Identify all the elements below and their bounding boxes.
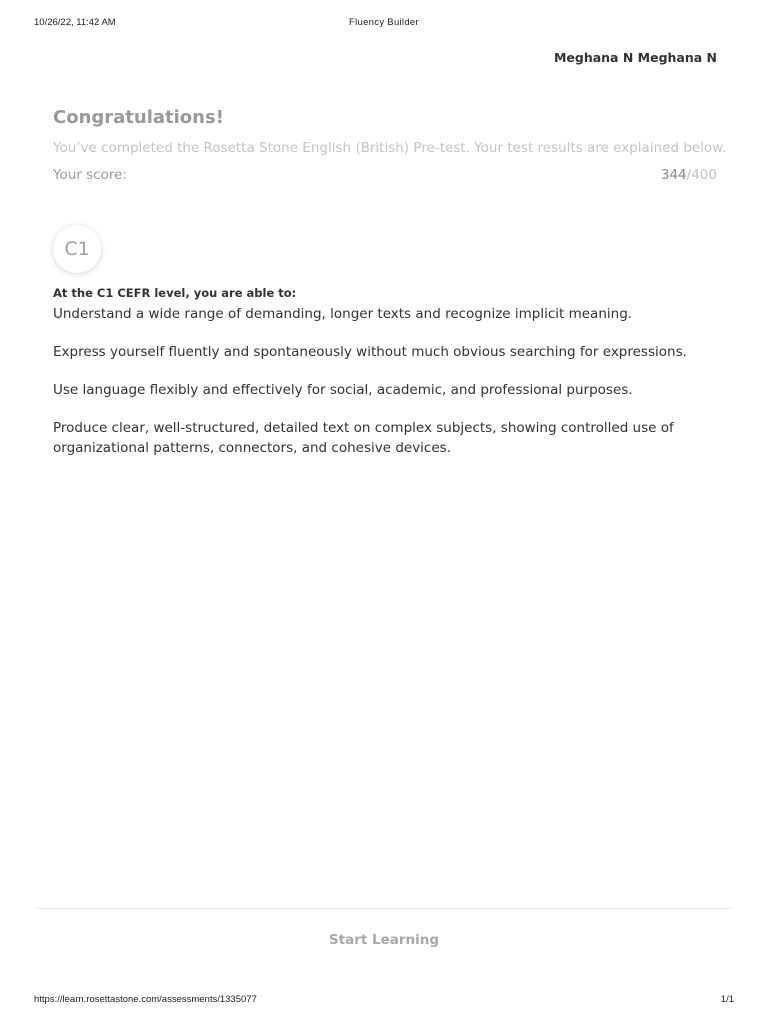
score-current: 344 (660, 167, 687, 183)
ability-list (53, 304, 717, 458)
score-row (53, 166, 717, 184)
score-separator: / (686, 167, 692, 183)
ability-item: Use language flexibly and effectively for social, academic, and professional purposes. (53, 382, 633, 398)
print-page-title: Fluency Builder (349, 17, 419, 28)
cefr-level-badge: C1 (53, 225, 101, 273)
start-learning-button[interactable]: Start Learning (0, 932, 768, 948)
score-value (661, 166, 717, 184)
print-url: https://learn.rosettastone.com/assessments/1335077 (34, 994, 257, 1005)
ability-item: Express yourself fluently and spontaneously without much obvious searching for expressions. (53, 344, 687, 360)
ability-item: Produce clear, well-structured, detailed text on complex subjects, showing controlled use of organizational patterns, connectors, and cohesive devices. (53, 420, 674, 456)
print-page-number: 1/1 (720, 994, 734, 1005)
print-header (0, 17, 768, 31)
score-label: Your score: (53, 167, 127, 183)
completion-message: You’ve completed the Rosetta Stone English (British) Pre-test. Your test results are explained below. (53, 140, 727, 156)
result-panel (53, 106, 727, 184)
level-description (53, 285, 717, 458)
ability-item: Understand a wide range of demanding, longer texts and recognize implicit meaning. (53, 306, 633, 322)
print-footer (0, 994, 768, 1008)
user-name: Meghana N Meghana N (553, 50, 717, 65)
score-max: 400 (691, 167, 717, 183)
print-date: 10/26/22, 11:42 AM (34, 17, 116, 28)
congrats-title: Congratulations! (53, 107, 224, 128)
footer-divider (37, 908, 731, 909)
level-heading: At the C1 CEFR level, you are able to: (53, 286, 297, 300)
